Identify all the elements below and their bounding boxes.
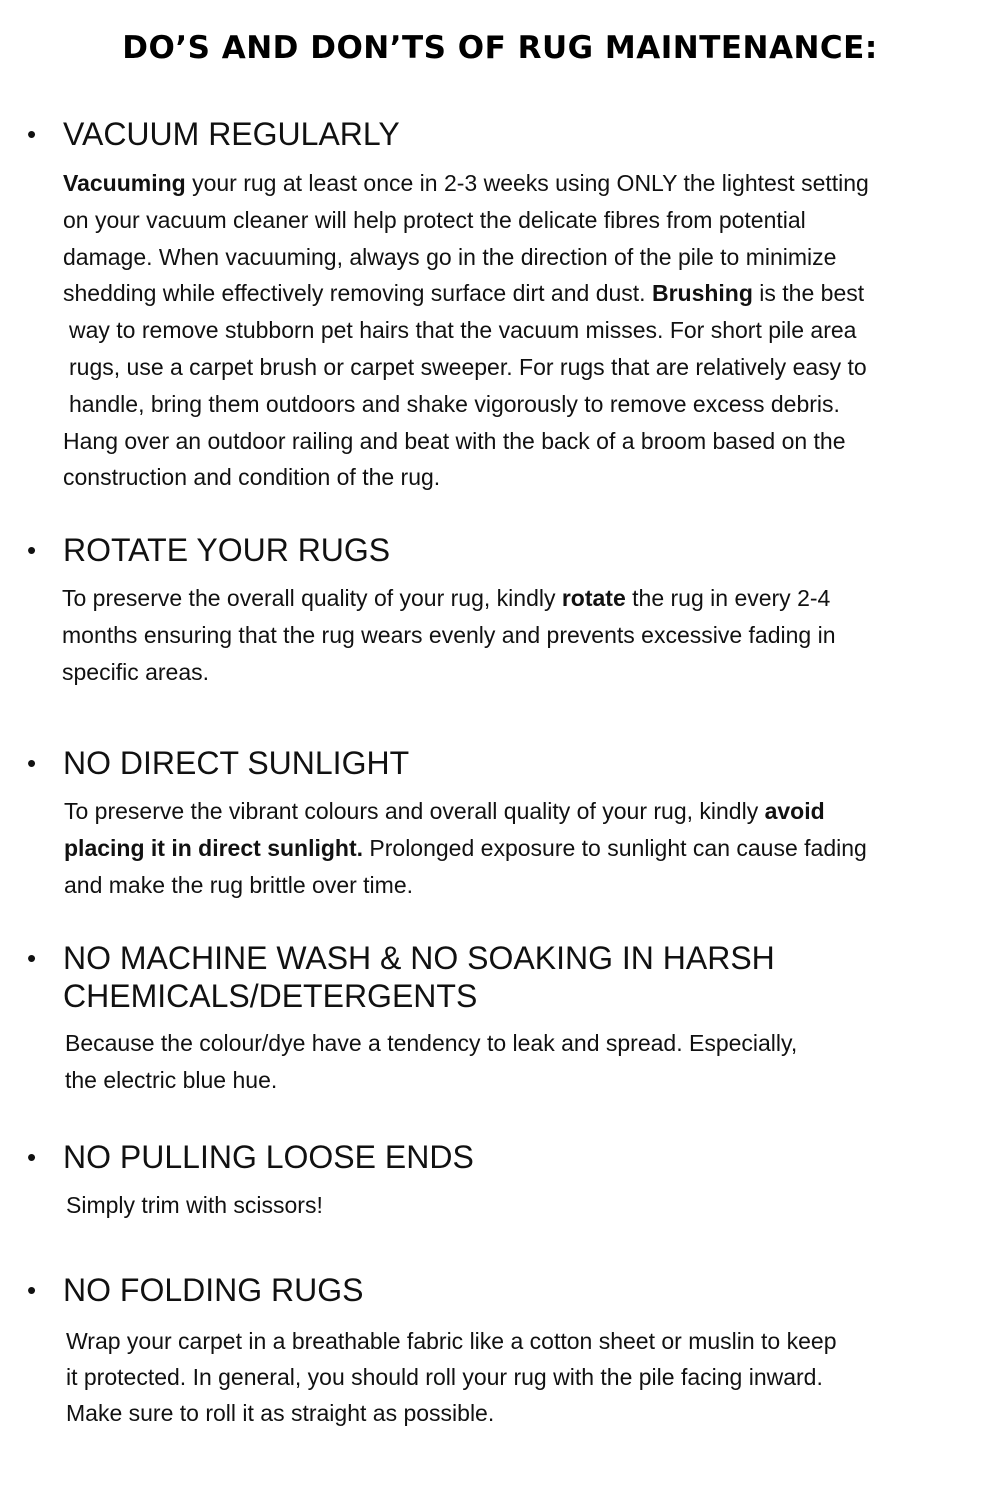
bold-text: Brushing (651, 280, 753, 307)
body-line: the electric blue hue. (65, 1066, 278, 1093)
section-heading: NO DIRECT SUNLIGHT (63, 745, 410, 781)
bold-text: Vacuuming (63, 170, 186, 196)
body-line: damage. When vacuuming, always go in the direction of the pile to minimize (63, 243, 837, 270)
section-body (62, 580, 836, 690)
bullet-icon: • (27, 1142, 37, 1172)
body-line: and make the rug brittle over time. (64, 871, 413, 898)
bullet-icon: • (27, 943, 37, 973)
section-heading: NO PULLING LOOSE ENDS (63, 1139, 474, 1175)
body-line: Hang over an outdoor railing and beat with the back of a broom based on the (63, 427, 846, 454)
section-body (64, 793, 867, 903)
bullet-icon: • (27, 748, 37, 778)
bold-text: rotate (561, 585, 626, 611)
body-line: handle, bring them outdoors and shake vigorously to remove excess debris. (69, 390, 840, 417)
bullet-icon: • (27, 119, 37, 149)
body-line: Simply trim with scissors! (66, 1192, 323, 1218)
section-body (63, 165, 869, 496)
body-line: Because the colour/dye have a tendency to leak and spread. Especially, (65, 1030, 798, 1056)
body-line: Wrap your carpet in a breathable fabric like a cotton sheet or muslin to keep (66, 1328, 837, 1354)
section-body (66, 1323, 837, 1431)
body-line: placing it in direct sunlight. Prolonged exposure to sunlight can cause fading (64, 834, 867, 861)
body-line: To preserve the vibrant colours and overall quality of your rug, kindly avoid (64, 798, 825, 824)
body-line: specific areas. (62, 658, 210, 685)
body-line: construction and condition of the rug. (63, 464, 441, 491)
bold-text: placing it in direct sunlight. (64, 834, 364, 861)
bullet-icon: • (27, 535, 37, 565)
section-heading: VACUUM REGULARLY (63, 116, 400, 152)
page-title: DO’S AND DON’TS OF RUG MAINTENANCE: (122, 30, 878, 66)
section-heading: ROTATE YOUR RUGS (63, 532, 391, 568)
body-line: rugs, use a carpet brush or carpet sweeper. For rugs that are relatively easy to (69, 353, 867, 380)
body-line: shedding while effectively removing surface dirt and dust. Brushing is the best (63, 280, 865, 307)
body-line: way to remove stubborn pet hairs that the vacuum misses. For short pile area (69, 317, 857, 344)
section-heading: NO FOLDING RUGS (63, 1272, 364, 1308)
bullet-icon: • (27, 1275, 37, 1305)
bold-text: avoid (764, 798, 825, 824)
section-body (66, 1187, 323, 1224)
body-line: months ensuring that the rug wears evenly and prevents excessive fading in (62, 621, 836, 648)
section-body (65, 1025, 797, 1099)
section-heading: NO MACHINE WASH & NO SOAKING IN HARSH CHEMICALS/DETERGENTS (63, 940, 775, 1014)
body-line: Vacuuming your rug at least once in 2-3 weeks using ONLY the lightest setting (63, 170, 869, 196)
body-line: Make sure to roll it as straight as possible. (66, 1400, 495, 1426)
body-line: To preserve the overall quality of your rug, kindly rotate the rug in every 2-4 (62, 585, 831, 611)
body-line: on your vacuum cleaner will help protect the delicate fibres from potential (63, 206, 806, 233)
body-line: it protected. In general, you should roll your rug with the pile facing inward. (66, 1364, 823, 1390)
